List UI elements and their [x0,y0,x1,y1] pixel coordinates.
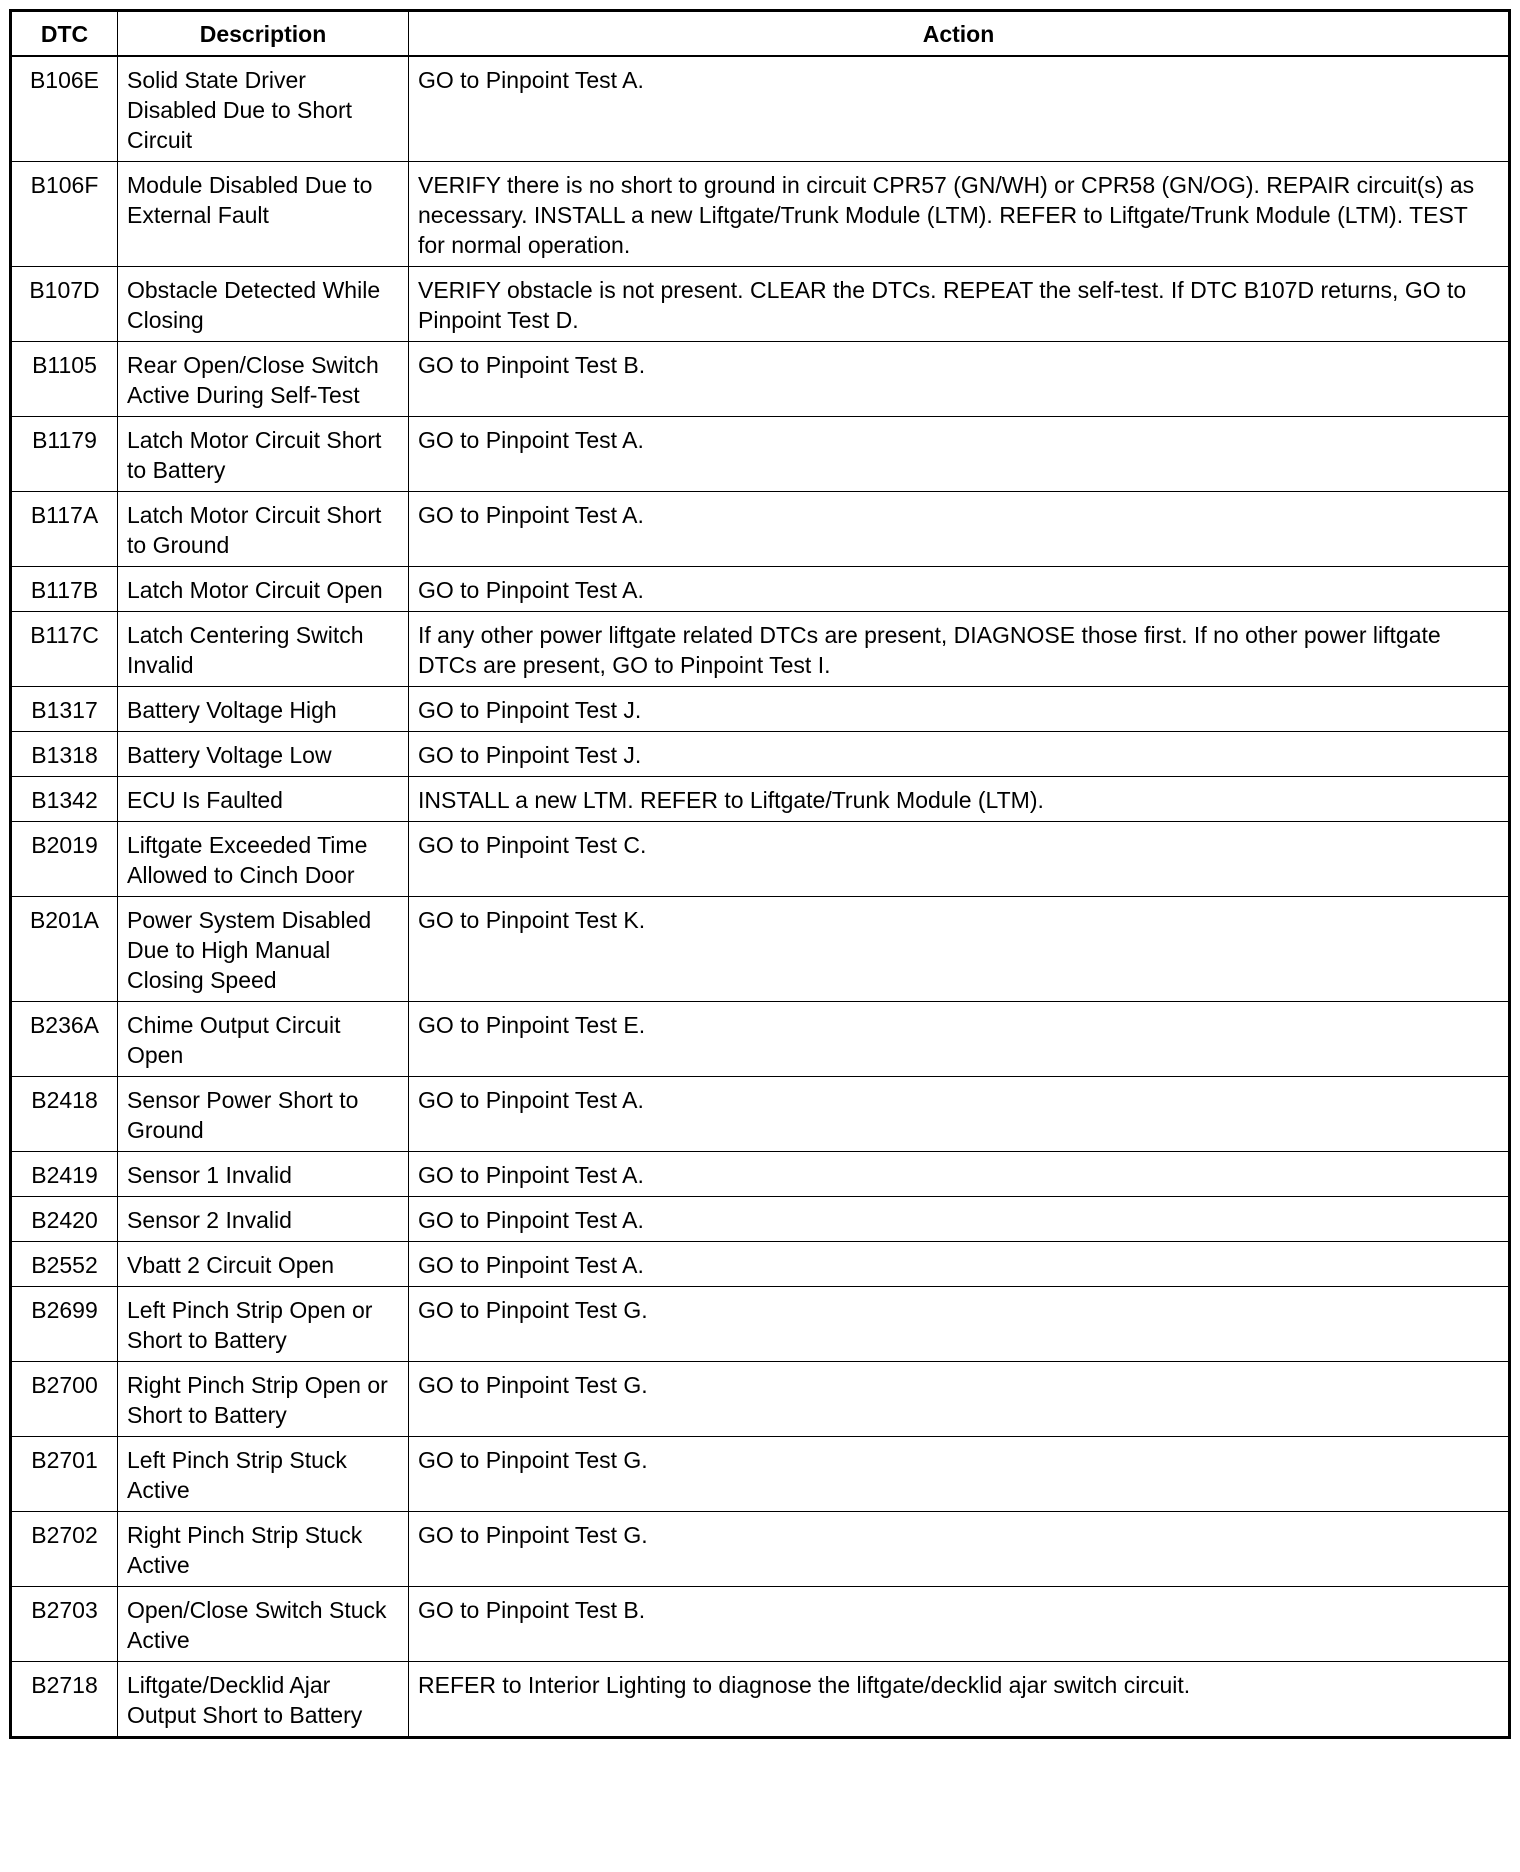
table-row [11,1077,1510,1152]
dtc-action: GO to Pinpoint Test A. [409,1152,1510,1197]
dtc-code: B117C [11,612,118,687]
table-row [11,1587,1510,1662]
dtc-code: B2702 [11,1512,118,1587]
dtc-action: GO to Pinpoint Test B. [409,1587,1510,1662]
dtc-action: GO to Pinpoint Test G. [409,1437,1510,1512]
dtc-description: ECU Is Faulted [118,777,409,822]
table-row [11,342,1510,417]
dtc-action: GO to Pinpoint Test C. [409,822,1510,897]
table-row [11,1662,1510,1738]
dtc-code: B2718 [11,1662,118,1738]
dtc-description: Latch Motor Circuit Short to Battery [118,417,409,492]
dtc-code: B2700 [11,1362,118,1437]
header-description: Description [118,11,409,57]
dtc-description: Battery Voltage High [118,687,409,732]
table-row [11,1152,1510,1197]
dtc-code: B2019 [11,822,118,897]
dtc-action: GO to Pinpoint Test J. [409,687,1510,732]
dtc-action: If any other power liftgate related DTCs are present, DIAGNOSE those first. If no other power liftgate DTCs are present, GO to Pinpoint Test I. [409,612,1510,687]
table-row [11,1287,1510,1362]
dtc-description: Right Pinch Strip Stuck Active [118,1512,409,1587]
table-header-row [11,11,1510,57]
dtc-action: GO to Pinpoint Test A. [409,492,1510,567]
dtc-action: GO to Pinpoint Test G. [409,1362,1510,1437]
dtc-description: Vbatt 2 Circuit Open [118,1242,409,1287]
table-row [11,687,1510,732]
dtc-description: Latch Motor Circuit Short to Ground [118,492,409,567]
dtc-action: GO to Pinpoint Test A. [409,567,1510,612]
table-row [11,56,1510,162]
table-row [11,732,1510,777]
dtc-code: B1342 [11,777,118,822]
dtc-code: B236A [11,1002,118,1077]
table-row [11,777,1510,822]
dtc-code: B2420 [11,1197,118,1242]
header-dtc: DTC [11,11,118,57]
dtc-code: B2701 [11,1437,118,1512]
dtc-action: REFER to Interior Lighting to diagnose the liftgate/decklid ajar switch circuit. [409,1662,1510,1738]
dtc-description: Liftgate Exceeded Time Allowed to Cinch Door [118,822,409,897]
dtc-action: GO to Pinpoint Test E. [409,1002,1510,1077]
dtc-code: B1179 [11,417,118,492]
dtc-code: B201A [11,897,118,1002]
dtc-code: B2703 [11,1587,118,1662]
dtc-code: B2699 [11,1287,118,1362]
table-row [11,567,1510,612]
dtc-code: B107D [11,267,118,342]
table-row [11,417,1510,492]
dtc-description: Rear Open/Close Switch Active During Self-Test [118,342,409,417]
dtc-code: B2419 [11,1152,118,1197]
dtc-action: GO to Pinpoint Test A. [409,1197,1510,1242]
dtc-action: GO to Pinpoint Test K. [409,897,1510,1002]
table-row [11,612,1510,687]
dtc-table [9,9,1511,1739]
table-row [11,1512,1510,1587]
dtc-description: Sensor 2 Invalid [118,1197,409,1242]
dtc-description: Latch Centering Switch Invalid [118,612,409,687]
dtc-action: GO to Pinpoint Test G. [409,1287,1510,1362]
dtc-description: Battery Voltage Low [118,732,409,777]
dtc-code: B106E [11,56,118,162]
dtc-action: VERIFY there is no short to ground in circuit CPR57 (GN/WH) or CPR58 (GN/OG). REPAIR circuit(s) as necessary. INSTALL a new Liftgate/Trunk Module (LTM). REFER to Liftgate/Trunk Module (LTM). TEST for normal operation. [409,162,1510,267]
dtc-code: B1105 [11,342,118,417]
dtc-code: B1318 [11,732,118,777]
dtc-description: Power System Disabled Due to High Manual Closing Speed [118,897,409,1002]
dtc-description: Latch Motor Circuit Open [118,567,409,612]
dtc-code: B2552 [11,1242,118,1287]
table-row [11,162,1510,267]
dtc-action: GO to Pinpoint Test B. [409,342,1510,417]
dtc-description: Left Pinch Strip Open or Short to Battery [118,1287,409,1362]
table-row [11,1002,1510,1077]
dtc-description: Module Disabled Due to External Fault [118,162,409,267]
dtc-action: GO to Pinpoint Test J. [409,732,1510,777]
dtc-code: B106F [11,162,118,267]
table-body [11,56,1510,1738]
dtc-description: Left Pinch Strip Stuck Active [118,1437,409,1512]
dtc-description: Right Pinch Strip Open or Short to Battery [118,1362,409,1437]
table-row [11,822,1510,897]
dtc-description: Solid State Driver Disabled Due to Short Circuit [118,56,409,162]
dtc-description: Liftgate/Decklid Ajar Output Short to Battery [118,1662,409,1738]
dtc-description: Chime Output Circuit Open [118,1002,409,1077]
table-row [11,897,1510,1002]
table-row [11,492,1510,567]
table-row [11,267,1510,342]
dtc-description: Sensor 1 Invalid [118,1152,409,1197]
dtc-code: B2418 [11,1077,118,1152]
dtc-code: B117A [11,492,118,567]
table-row [11,1437,1510,1512]
dtc-action: INSTALL a new LTM. REFER to Liftgate/Trunk Module (LTM). [409,777,1510,822]
dtc-code: B117B [11,567,118,612]
table-row [11,1362,1510,1437]
table-row [11,1197,1510,1242]
dtc-action: GO to Pinpoint Test A. [409,1242,1510,1287]
dtc-action: GO to Pinpoint Test A. [409,56,1510,162]
dtc-description: Obstacle Detected While Closing [118,267,409,342]
dtc-action: VERIFY obstacle is not present. CLEAR the DTCs. REPEAT the self-test. If DTC B107D returns, GO to Pinpoint Test D. [409,267,1510,342]
dtc-description: Sensor Power Short to Ground [118,1077,409,1152]
dtc-description: Open/Close Switch Stuck Active [118,1587,409,1662]
dtc-action: GO to Pinpoint Test A. [409,1077,1510,1152]
dtc-action: GO to Pinpoint Test A. [409,417,1510,492]
dtc-action: GO to Pinpoint Test G. [409,1512,1510,1587]
dtc-code: B1317 [11,687,118,732]
table-row [11,1242,1510,1287]
header-action: Action [409,11,1510,57]
